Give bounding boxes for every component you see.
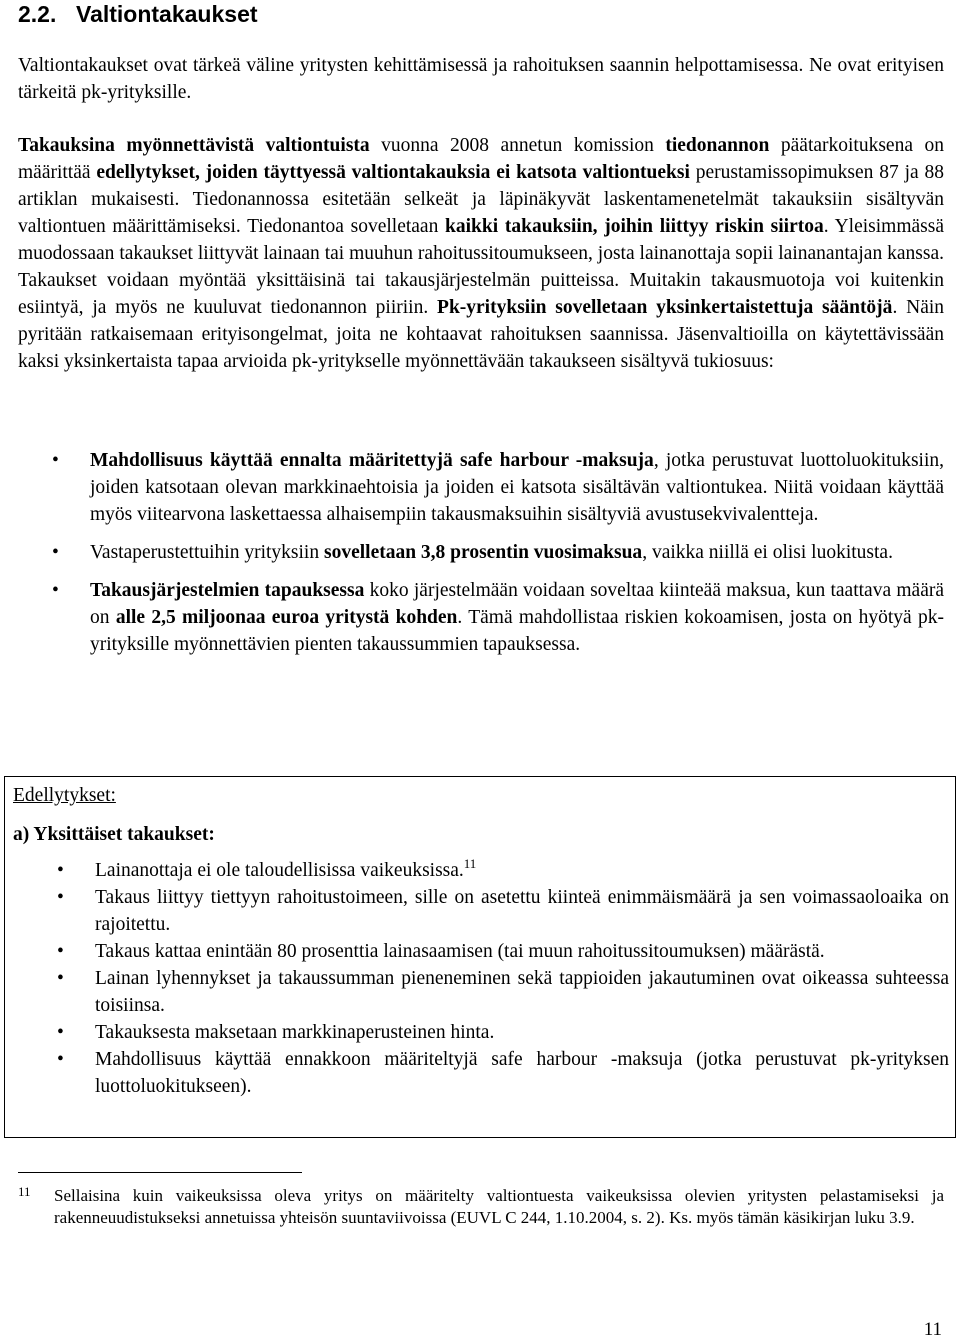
condition-text: Mahdollisuus käyttää ennakkoon määriteltyjä safe harbour -maksuja (jotka perustuvat pk-yrityksen luottoluokitukseen). (95, 1049, 949, 1097)
bullet-icon: • (52, 542, 59, 563)
list-item (23, 938, 949, 965)
condition-text: Takaus kattaa enintään 80 prosenttia lainasaamisen (tai muun rahoitussitoumuksen) määrästä. (95, 941, 825, 962)
condition-text: Takauksesta maksetaan markkinaperusteinen hinta. (95, 1022, 495, 1043)
bold-phrase: alle 2,5 miljoonaa euroa yritystä kohden (115, 607, 458, 628)
conditions-box (4, 776, 956, 1138)
text-run: vuonna 2008 annetun komission (369, 135, 666, 156)
text-run: . Näin pyritään ratkaisemaan erityisongelmat, joita ne kohtaavat rahoituksen saannissa. Jäsenvaltioilla on käytettävissään kaksi yksinkertaista tapaa arvioida pk-yritykselle myönnettävään takaukseen sisältyvä tukiosuus: (18, 297, 945, 372)
text-run: päätarkoituksena on määrittää (18, 135, 944, 183)
list-item (18, 447, 944, 528)
bold-phrase: tiedonannon (665, 135, 770, 156)
condition-text: Lainan lyhennykset ja takaussumman pieneneminen sekä tappioiden jakautuminen ovat oikeassa suhteessa toisiinsa. (95, 968, 949, 1016)
footnote-mark: 11 (18, 1184, 31, 1199)
bold-phrase: Mahdollisuus käyttää ennalta määritettyjä safe harbour -maksuja (90, 450, 654, 471)
bold-phrase: Takauksina myönnettävistä valtiontuista (18, 135, 370, 156)
bold-phrase: kaikki takauksiin, joihin liittyy riskin siirtoa (445, 216, 824, 237)
page-number: 11 (923, 1319, 942, 1340)
list-item (18, 539, 944, 566)
section-heading (18, 0, 258, 28)
conditions-title: Edellytykset: (13, 785, 116, 806)
bold-phrase: sovelletaan 3,8 prosentin vuosimaksua (323, 542, 643, 563)
intro-paragraph: Valtiontakaukset ovat tärkeä väline yritysten kehittämisessä ja rahoituksen saannin helpottamisessa. Ne ovat erityisen tärkeitä pk-yrityksille. (18, 55, 944, 103)
list-item (23, 884, 949, 938)
condition-text: Takaus liittyy tiettyyn rahoitustoimeen, sille on asetettu kiinteä enimmäismäärä ja sen voimassaoloaika on rajoitettu. (95, 887, 949, 935)
list-item (23, 1046, 949, 1100)
text-run: , vaikka niillä ei olisi luokitusta. (642, 542, 893, 563)
safe-harbour-list (18, 447, 944, 669)
bullet-icon: • (52, 450, 59, 471)
text-run: koko järjestelmään voidaan soveltaa kiinteää maksua, kun taattava määrä on (90, 580, 944, 628)
footnote-text: Sellaisina kuin vaikeuksissa oleva yritys on määritelty valtiontuesta vaikeuksissa olevien yritysten pelastamiseksi ja rakenneuudistukseksi annetuissa yhteisön suuntaviivoissa (EUVL C 244, 1.10.2004, s. 2). Ks. myös tämän käsikirjan luku 3.9. (54, 1186, 944, 1227)
section-title: Valtiontakaukset (76, 1, 258, 27)
bold-phrase: Takausjärjestelmien tapauksessa (90, 580, 365, 601)
bullet-icon: • (57, 941, 64, 962)
footnote-divider (18, 1172, 302, 1173)
list-item (23, 1019, 949, 1046)
bullet-icon: • (57, 968, 64, 989)
text-run: perustamissopimuksen 87 ja 88 artiklan mukaisesti. Tiedonannossa esitetään selkeät ja läpinäkyvät laskentamenetelmät takauksiin sisältyvän valtiontuen määrittämiseksi. Tiedonantoa sovelletaan (18, 162, 944, 237)
conditions-subtitle: a) Yksittäiset takaukset: (13, 824, 215, 845)
conditions-list (23, 857, 949, 1100)
bullet-icon: • (52, 580, 59, 601)
list-item (23, 965, 949, 1019)
text-run: , jotka perustuvat luottoluokituksiin, joiden katsotaan olevan markkinaehtoisia ja joiden ei katsota sisältävän valtiontukea. Niitä voidaan käyttää myös viitearvona laskettaessa alhaisempiin takausmaksuihin sisältyviä avustusekvivalentteja. (90, 450, 944, 525)
list-item (23, 857, 949, 884)
bold-phrase: Pk-yrityksiin sovelletaan yksinkertaistettuja sääntöjä (437, 297, 893, 318)
bullet-icon: • (57, 1049, 64, 1070)
bullet-icon: • (57, 860, 64, 881)
text-run: Vastaperustettuihin yrityksiin (90, 542, 324, 563)
bullet-icon: • (57, 887, 64, 908)
list-item (18, 577, 944, 658)
bullet-icon: • (57, 1022, 64, 1043)
bold-phrase: edellytykset, joiden täyttyessä valtiontakauksia ei katsota valtiontueksi (96, 162, 690, 183)
section-number: 2.2. (18, 1, 57, 27)
text-run: . Tämä mahdollistaa riskien kokoamisen, josta on hyötyä pk-yrityksille myönnettävien pienten takaussummien tapauksessa. (90, 607, 944, 655)
text-run: . Yleisimmässä muodossaan takaukset liittyvät lainaan tai muuhun rahoitussitoumukseen, josta lainanottaja sopii lainanantajan kanssa. Takaukset voidaan myöntää yksittäisinä tai takausjärjestelmän puitteissa. Muitakin takausmuotoja voi kuitenkin esiintyä, ja myös ne kuuluvat tiedonannon piiriin. (18, 216, 944, 318)
condition-text: Lainanottaja ei ole taloudellisissa vaikeuksissa. (95, 860, 464, 881)
main-paragraph (18, 132, 944, 375)
footnote-reference[interactable]: 11 (463, 856, 477, 871)
